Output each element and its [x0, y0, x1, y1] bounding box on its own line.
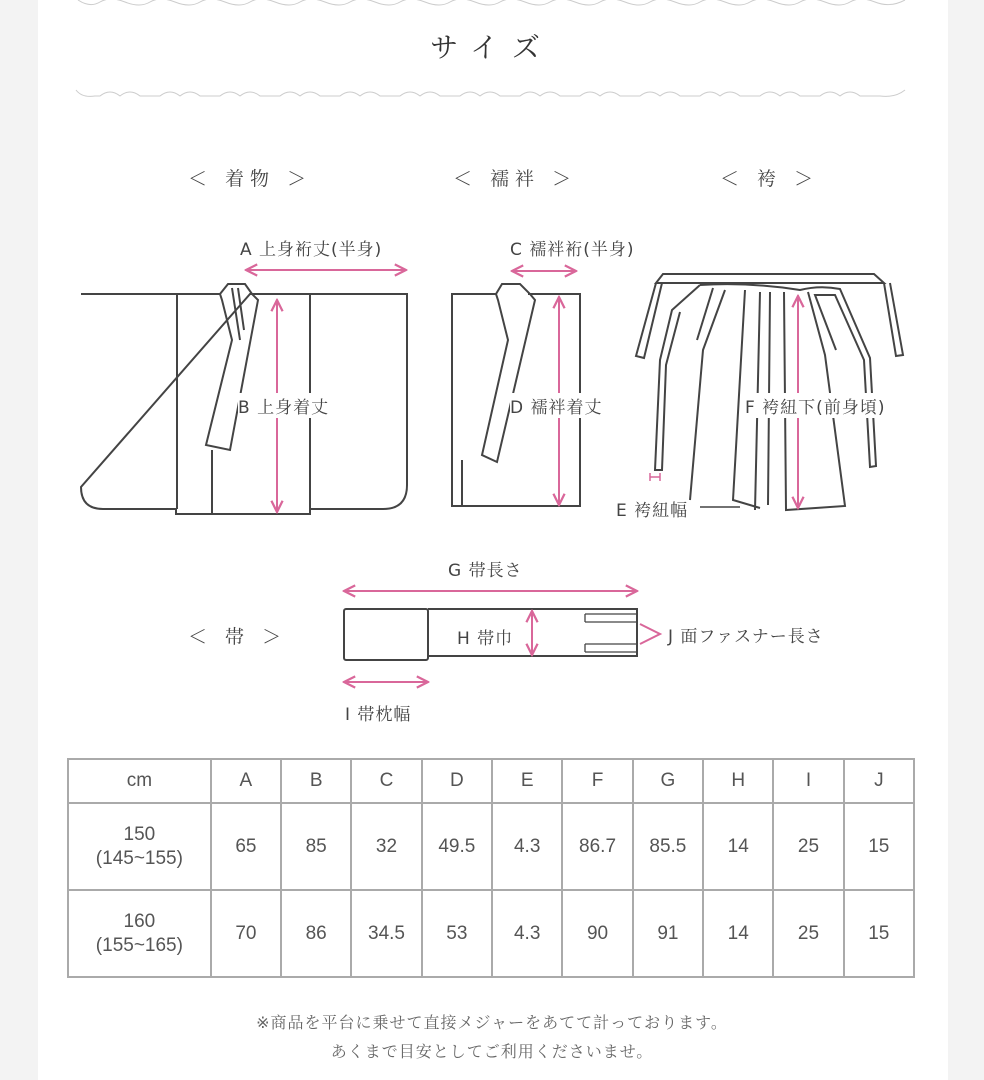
value-cell: 4.3 — [492, 890, 562, 977]
section-hakama: ＜ 袴 ＞ — [720, 168, 820, 190]
label-F: F 袴紐下(前身頃) — [745, 393, 885, 418]
label-B: B 上身着丈 — [238, 393, 329, 418]
label-C: C 襦袢裄(半身) — [510, 240, 635, 260]
header-cell: cm — [68, 759, 211, 803]
lace-border-bottom — [76, 90, 905, 96]
value-cell: 15 — [844, 803, 914, 890]
size-value: 160 — [123, 910, 156, 932]
value-cell: 34.5 — [351, 890, 421, 977]
value-cell: 86.7 — [562, 803, 632, 890]
page-title: サイズ — [430, 31, 554, 64]
label-H: H 帯巾 — [457, 629, 514, 649]
label-D: D 襦袢着丈 — [510, 393, 603, 418]
value-cell: 15 — [844, 890, 914, 977]
label-A: A 上身裄丈(半身) — [240, 240, 383, 260]
value-cell: 4.3 — [492, 803, 562, 890]
section-obi: ＜ 帯 ＞ — [188, 626, 288, 648]
header-cell: H — [703, 759, 773, 803]
value-cell: 32 — [351, 803, 421, 890]
header-cell: I — [773, 759, 843, 803]
header-cell: C — [351, 759, 421, 803]
size-range: (155~165) — [95, 934, 183, 956]
value-cell: 85.5 — [633, 803, 703, 890]
arrow-E — [650, 473, 660, 481]
measurement-note: ※商品を平台に乗せて直接メジャーをあてて計っております。 — [256, 1013, 728, 1032]
header-cell: G — [633, 759, 703, 803]
value-cell: 65 — [211, 803, 281, 890]
header-cell: J — [844, 759, 914, 803]
value-cell: 53 — [422, 890, 492, 977]
value-cell: 14 — [703, 890, 773, 977]
value-cell: 25 — [773, 890, 843, 977]
value-cell: 90 — [562, 890, 632, 977]
hakama-drawing — [636, 274, 903, 510]
guideline-note: あくまで目安としてご利用くださいませ。 — [330, 1042, 654, 1061]
label-I: I 帯枕幅 — [345, 705, 412, 725]
label-G: G 帯長さ — [448, 561, 523, 581]
label-J: J 面ファスナー長さ — [668, 627, 824, 647]
bracket-J — [640, 624, 660, 644]
table-row — [68, 890, 914, 977]
value-cell: 25 — [773, 803, 843, 890]
section-juban: ＜ 襦袢 ＞ — [453, 168, 578, 190]
value-cell: 91 — [633, 890, 703, 977]
header-cell: E — [492, 759, 562, 803]
header-cell: D — [422, 759, 492, 803]
size-cell — [68, 890, 211, 977]
size-range: (145~155) — [95, 847, 183, 869]
size-value: 150 — [123, 823, 156, 845]
table-header-row — [68, 759, 914, 803]
value-cell: 86 — [281, 890, 351, 977]
size-table — [67, 758, 915, 978]
lace-border-top — [78, 0, 905, 5]
header-cell: B — [281, 759, 351, 803]
value-cell: 49.5 — [422, 803, 492, 890]
section-kimono: ＜ 着物 ＞ — [188, 168, 313, 190]
size-cell — [68, 803, 211, 890]
header-cell: F — [562, 759, 632, 803]
table-row — [68, 803, 914, 890]
header-cell: A — [211, 759, 281, 803]
label-E: E 袴紐幅 — [616, 501, 689, 521]
value-cell: 70 — [211, 890, 281, 977]
value-cell: 14 — [703, 803, 773, 890]
value-cell: 85 — [281, 803, 351, 890]
